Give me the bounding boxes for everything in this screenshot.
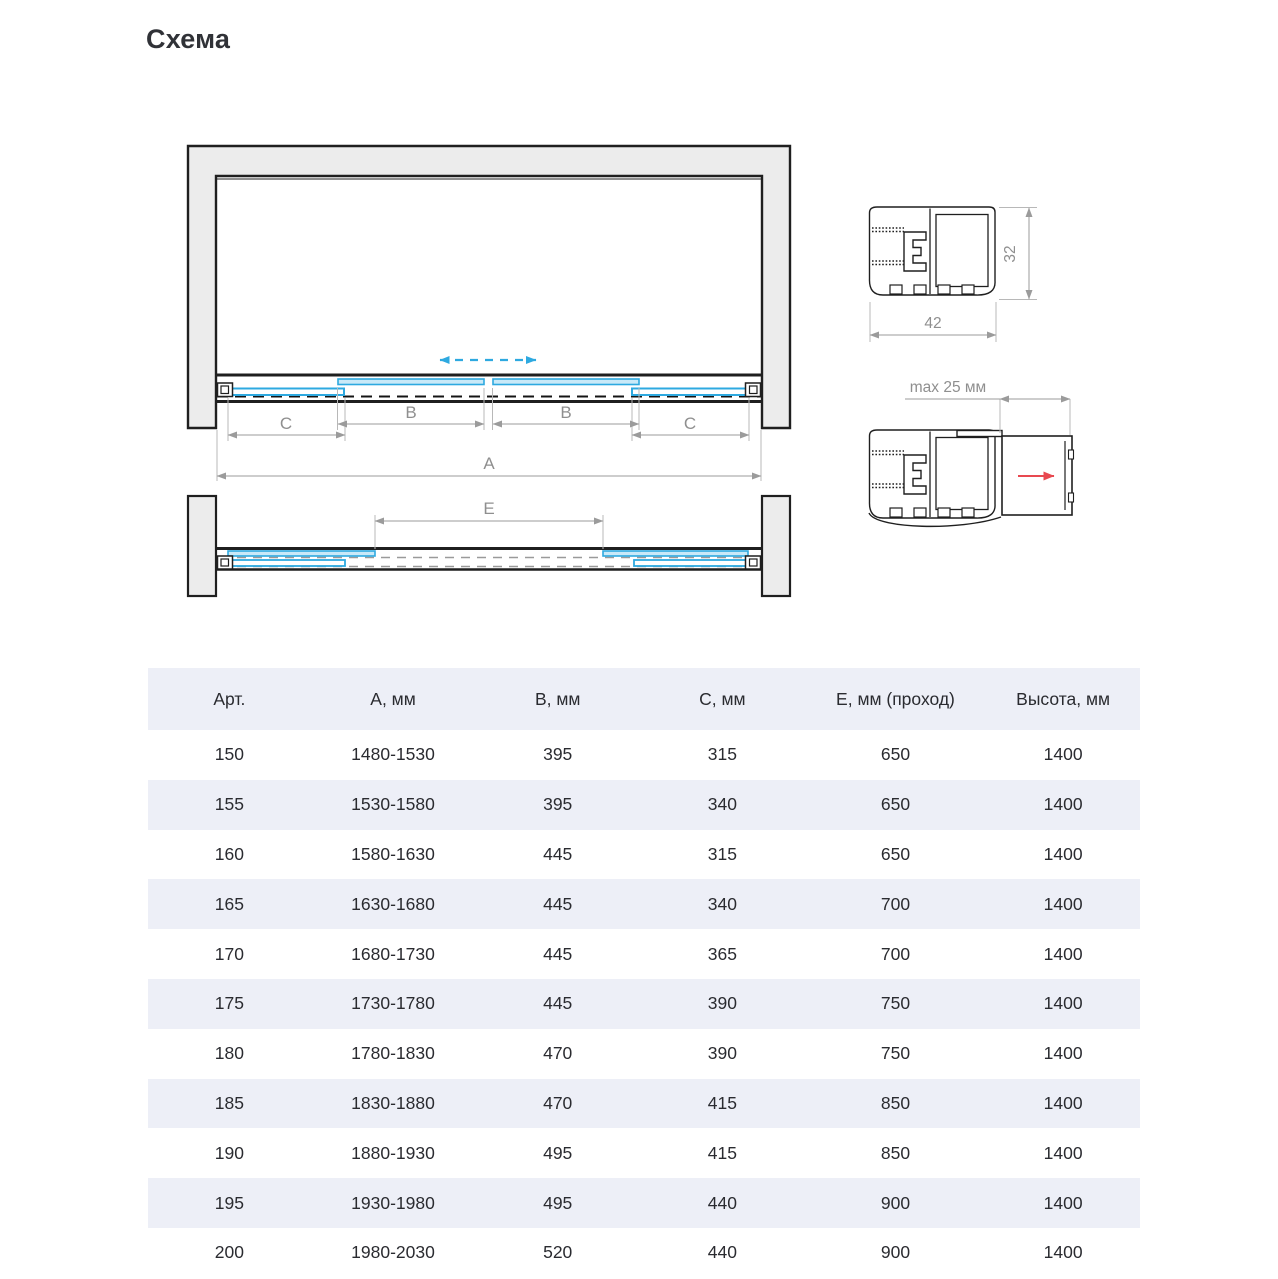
table-row [148, 979, 1140, 1029]
table-cell: 440 [707, 1192, 737, 1213]
table-cell: 750 [880, 1043, 911, 1064]
table-cell: 185 [214, 1092, 244, 1113]
table-cell: 340 [707, 794, 737, 815]
table-cell: 445 [543, 843, 573, 864]
table-cell: 495 [543, 1142, 573, 1163]
table-cell: 445 [543, 893, 573, 914]
table-cell: 700 [880, 893, 911, 914]
profile-width-label: 42 [924, 315, 942, 332]
wall-bracket-left-open [218, 556, 233, 569]
table-cell: 1780-1830 [351, 1043, 435, 1064]
table-cell: 160 [214, 843, 244, 864]
extension-profile [1002, 436, 1074, 515]
dim-label-a: A [483, 454, 495, 473]
table-cell: 650 [880, 744, 911, 765]
niche-open-view [188, 496, 790, 596]
column-header: С, мм [640, 668, 805, 730]
table-cell: 1400 [1043, 1192, 1083, 1213]
table-cell: 495 [543, 1192, 573, 1213]
table-row [148, 1128, 1140, 1178]
table-cell: 175 [214, 993, 244, 1014]
table-cell: 1830-1880 [351, 1092, 435, 1113]
column-header: Е, мм (проход) [805, 668, 987, 730]
table-body [148, 730, 1140, 1278]
table-cell: 445 [543, 943, 573, 964]
table-cell: 1400 [1043, 1242, 1083, 1263]
table-cell: 520 [543, 1242, 573, 1263]
open-sliding-panels [228, 551, 748, 556]
table-cell: 1480-1530 [351, 744, 435, 765]
table-cell: 750 [880, 993, 911, 1014]
wall-right [762, 496, 790, 596]
table-row [148, 1228, 1140, 1278]
table-cell: 650 [880, 794, 911, 815]
table-row [148, 929, 1140, 979]
table-cell: 1400 [1043, 1092, 1083, 1113]
size-table [148, 668, 1140, 1278]
table-row [148, 1029, 1140, 1079]
table-cell: 150 [214, 744, 244, 765]
table-row [148, 780, 1140, 830]
table-cell: 390 [707, 993, 737, 1014]
table-cell: 1400 [1043, 794, 1083, 815]
table-cell: 315 [707, 744, 737, 765]
dimension-e [375, 499, 603, 549]
table-cell: 1680-1730 [351, 943, 435, 964]
table-cell: 850 [880, 1142, 911, 1163]
table-cell: 395 [543, 794, 573, 815]
niche-top-view [188, 146, 790, 481]
table-row [148, 830, 1140, 880]
table-cell: 1400 [1043, 893, 1083, 914]
wall-left [188, 496, 216, 596]
open-fixed-panels [230, 560, 749, 566]
table-cell: 1530-1580 [351, 794, 435, 815]
niche-walls [188, 146, 790, 428]
wall-bracket-right [746, 383, 761, 397]
dim-label-b-right: B [560, 403, 572, 422]
column-header: А, мм [311, 668, 476, 730]
table-cell: 900 [880, 1242, 911, 1263]
table-cell: 1630-1680 [351, 893, 435, 914]
dim-label-b-left: B [405, 403, 417, 422]
table-cell: 415 [707, 1142, 737, 1163]
table-cell: 155 [214, 794, 244, 815]
profile-section-detail [869, 207, 1037, 342]
table-cell: 470 [543, 1043, 573, 1064]
fixed-glass-panels [228, 389, 749, 396]
sliding-glass-panels [338, 379, 639, 385]
table-cell: 700 [880, 943, 911, 964]
table-cell: 180 [214, 1043, 244, 1064]
table-cell: 190 [214, 1142, 244, 1163]
column-header: Высота, мм [986, 668, 1140, 730]
profile-adjustment-detail [869, 379, 1074, 526]
table-cell: 365 [707, 943, 737, 964]
wall-bracket-left [218, 383, 233, 397]
table-cell: 440 [707, 1242, 737, 1263]
table-cell: 200 [214, 1242, 244, 1263]
table-cell: 470 [543, 1092, 573, 1113]
table-cell: 170 [214, 943, 244, 964]
table-cell: 1930-1980 [351, 1192, 435, 1213]
table-cell: 390 [707, 1043, 737, 1064]
table-header-row [148, 668, 1140, 730]
dim-label-c-left: C [279, 414, 293, 433]
table-cell: 1400 [1043, 1142, 1083, 1163]
profile-height-label: 32 [1002, 245, 1019, 263]
max-adjustment-label: max 25 мм [909, 379, 987, 396]
wall-bracket-right-open [746, 556, 761, 569]
table-row [148, 1079, 1140, 1129]
table-cell: 1400 [1043, 993, 1083, 1014]
table-cell: 395 [543, 744, 573, 765]
dim-label-e: E [483, 499, 495, 518]
table-cell: 850 [880, 1092, 911, 1113]
table-cell: 415 [707, 1092, 737, 1113]
dim-label-c-right: C [683, 414, 697, 433]
size-table-container [148, 668, 1140, 1278]
table-cell: 900 [880, 1192, 911, 1213]
column-header: В, мм [475, 668, 640, 730]
table-cell: 1400 [1043, 843, 1083, 864]
table-cell: 1400 [1043, 744, 1083, 765]
table-cell: 1880-1930 [351, 1142, 435, 1163]
page-title: Схема [146, 24, 231, 54]
table-cell: 315 [707, 843, 737, 864]
table-cell: 1400 [1043, 943, 1083, 964]
table-cell: 165 [214, 893, 244, 914]
table-cell: 650 [880, 843, 911, 864]
table-cell: 1980-2030 [351, 1242, 435, 1263]
table-cell: 195 [214, 1192, 244, 1213]
table-row [148, 1178, 1140, 1228]
table-cell: 445 [543, 993, 573, 1014]
column-header: Арт. [148, 668, 311, 730]
table-cell: 1400 [1043, 1043, 1083, 1064]
table-cell: 1730-1780 [351, 993, 435, 1014]
table-row [148, 879, 1140, 929]
table-cell: 1580-1630 [351, 843, 435, 864]
table-row [148, 730, 1140, 780]
table-cell: 340 [707, 893, 737, 914]
